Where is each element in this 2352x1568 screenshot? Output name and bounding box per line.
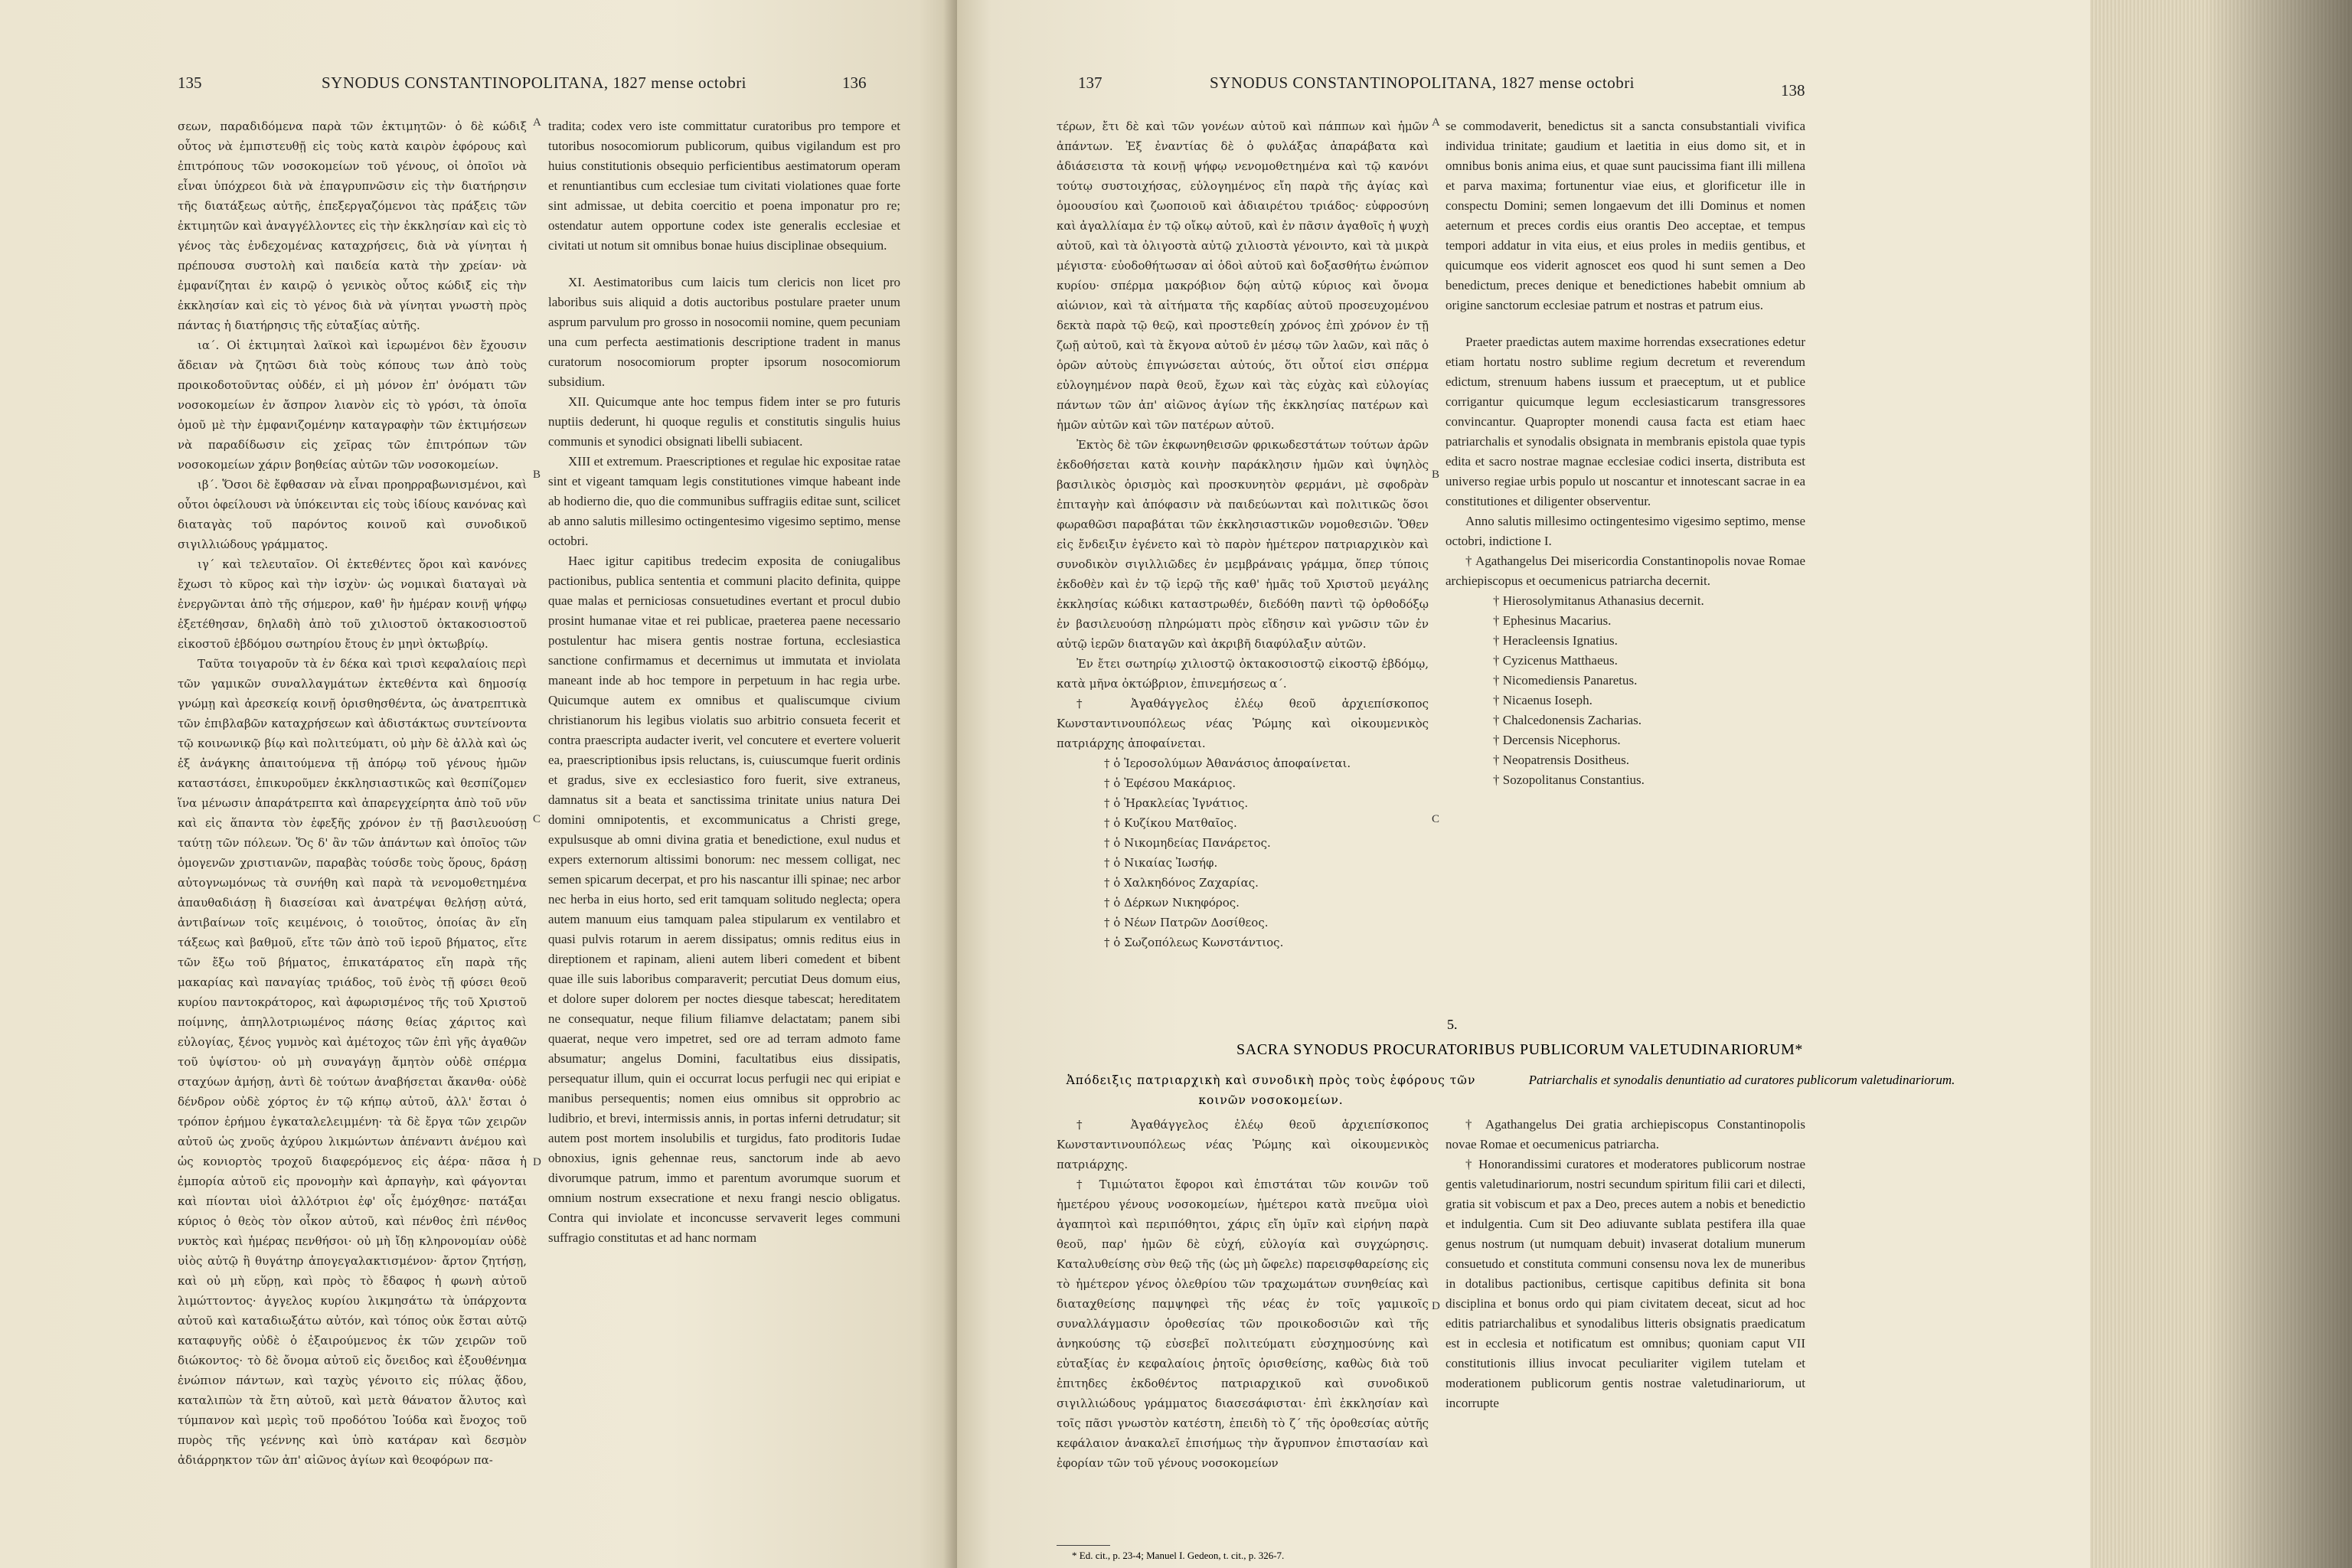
- page-number: 137: [1078, 74, 1102, 92]
- footnote: * Ed. cit., p. 23-4; Manuel I. Gedeon, t. cit., p. 326-7.: [1072, 1550, 1285, 1561]
- greek-signature: † Ἀγαθάγγελος ἐλέῳ θεοῦ ἀρχιεπίσκοπος Κωνσταντινουπόλεως νέας Ῥώμης καὶ οἰκουμενικὸς πατριάρχης ἀποφαίνεται.: [1057, 697, 1429, 750]
- page-number: 135: [178, 74, 202, 92]
- edge-shadow: [2205, 0, 2352, 1568]
- greek-signature: † ὁ Ἐφέσου Μακάριος.: [1104, 776, 1236, 790]
- margin-letter: C: [533, 813, 541, 825]
- latin-signature: † Heracleensis Ignatius.: [1493, 633, 1618, 648]
- margin-letter: A: [1432, 116, 1440, 129]
- greek-paragraph: τέρων, ἔτι δὲ καὶ τῶν γονέων αὐτοῦ καὶ πάππων καὶ ἡμῶν ἁπάντων. Ἐξ ἐναντίας δὲ ὁ φυλάξας ἀπαράβατα καὶ ἀδιάσειστα τὰ κοινῇ ψήφῳ νενομοθετημένα καὶ τῷ κανόνι τούτῳ συστοιχήσας, εὐλογημένος εἴη παρὰ τῆς ἁγίας καὶ ὁμοουσίου καὶ ζωοποιοῦ καὶ ἀδιαιρέτου τριάδος· εὐφροσύνη καὶ ἀγαλλίαμα ἐν τῷ οἴκῳ αὐτοῦ, καὶ ἐν πᾶσιν ἀγαθοῖς ἡ ψυχὴ αὐτοῦ, καὶ τὰ ὀλιγοστὰ αὐτῷ χιλιοστὰ γένοιντο, καὶ τὰ μικρὰ μέγιστα· εὐοδοθήτωσαν αἱ ὁδοὶ αὐτοῦ καὶ δοξασθήτω ἐνώπιον κυρίου· σπέρμα μακρόβιον δῴη αὐτῷ κύριος καὶ ὄνομα αἰώνιον, καὶ τὰ αἰτήματα τῆς καρδίας αὐτοῦ προσευχομένου δεκτὰ παρὰ τῷ θεῷ, καὶ προστεθείη χρόνος ἐπὶ χρόνον ἐν τῇ ζωῇ αὐτοῦ, καὶ τὰ ἔκγονα αὐτοῦ ἐν μέσῳ τῶν λαῶν, καὶ πᾶς ὁ ὁρῶν αὐτοὺς ἐπιγνώσεται αὐτούς, ὅτι οὗτοί εἰσι σπέρμα εὐλογημένον παρὰ θεοῦ, ἔχων καὶ τὰς εὐχὰς καὶ εὐλογίας πάντων τῶν ἀπ' αἰῶνος ἁγίων τῆς ἐκκλησίας πατέρων καὶ ἡμῶν αὐτῶν καὶ τῶν πατέρων αὐτοῦ.: [1057, 119, 1429, 432]
- margin-letter: C: [1432, 813, 1440, 825]
- latin-paragraph: Praeter praedictas autem maxime horrendas exsecrationes edetur etiam hortatu nostro sublime regium decretum et reverendum edictum, strenuum habens iussum et praeceptum, ut et publice corrigantur quicumque legum ecclesiasticarum transgressores convincantur. Quapropter monendi causa facta est etiam haec patriarchalis et synodalis obsignata in membranis epistola quae typis edita et sacro nostrae magnae ecclesiae codici inserta, distributa est universo regiae urbis populo ut noscantur et innotescant sacrae in ea constitutiones et diligenter observentur.: [1446, 335, 1805, 508]
- margin-letter: B: [1432, 469, 1440, 481]
- greek-signature: † ὁ Νικομηδείας Πανάρετος.: [1104, 836, 1271, 850]
- latin-paragraph: tradita; codex vero iste committatur curatoribus pro tempore et tutoribus nosocomiorum publicorum, quibus vigilandum est pro huius constitutionis obsequio perficientibus aestimatorum operam et renuntiantibus cum ecclesiae tum civitati violationes quae forte sint admissae, ut debita coercitio et poena imponatur pro re; ostendatur autem opportune codex iste generalis ecclesiae et civitati ut notum sit omnibus bonae huius disciplinae obsequium.: [548, 119, 900, 253]
- greek-text-column: [178, 116, 527, 1470]
- running-head: SYNODUS CONSTANTINOPOLITANA, 1827 mense octobri: [322, 74, 747, 92]
- latin-subtitle: Patriarchalis et synodalis denuntiatio ad curatores publicorum valetudinariorum.: [1528, 1073, 1955, 1087]
- latin-text-column: [1446, 116, 1805, 790]
- greek-paragraph: † Τιμιώτατοι ἔφοροι καὶ ἐπιστάται τῶν κοινῶν τοῦ ἡμετέρου γένους νοσοκομείων, ἡμέτεροι κατὰ πνεῦμα υἱοὶ ἀγαπητοὶ καὶ περιπόθητοι, χάρις εἴη ὑμῖν καὶ εἰρήνη παρὰ θεοῦ, παρ' ἡμῶν δὲ εὐχή, εὐλογία καὶ συγχώρησις. Καταλυθείσης σὺν θεῷ τῆς (ὡς μὴ ὤφελε) παρεισφθαρείσης εἰς τὸ ἡμέτερον γένος ὀλεθρίου τῶν τραχωμάτων συνηθείας καὶ διαταχθείσης παμψηφεὶ τῆς νέας ἐν τοῖς γαμικοῖς συναλλάγμασιν ὁροθεσίας τῶν προικοδοσιῶν καὶ τῆς ἀνηκούσης τῷ εὐσεβεῖ πολιτεύματι εὐσχημοσύνης καὶ εὐταξίας ἐν κεφαλαίοις ῥητοῖς ὁρισθείσης, καθὼς διὰ τοῦ ἐπιτηδες ἐκδοθέντος πατριαρχικοῦ καὶ συνοδικοῦ σιγιλλιώδους γράμματος διασεσάφισται· ἐπὶ ἐκκλησίαν καὶ τοῖς πᾶσι γνωστὸν κατέστη, ἐπειδὴ τὸ ζ΄ τῆς ὁροθεσίας αὐτῆς κεφάλαιον ἀνακαλεῖ ἐπισήμως τὴν ἄγρυπνον ἐπιστασίαν καὶ ἐφορίαν τῶν τοῦ γένους νοσοκομείων: [1057, 1178, 1429, 1470]
- latin-signature: † Nicaenus Ioseph.: [1493, 693, 1592, 707]
- margin-letter: D: [1432, 1300, 1440, 1312]
- greek-paragraph: Ἐν ἔτει σωτηρίῳ χιλιοστῷ ὀκτακοσιοστῷ εἰκοστῷ ἑβδόμῳ, κατὰ μῆνα ὀκτώβριον, ἐπινεμήσεως α΄.: [1057, 657, 1429, 691]
- greek-paragraph: ιβ΄. Ὅσοι δὲ ἔφθασαν νὰ εἶναι προηρραβωνισμένοι, καὶ οὗτοι ὀφείλουσι νὰ ὑπόκεινται εἰς τοὺς ἰδίους κανόνας καὶ διαταγὰς τοῦ παρόντος κοινοῦ καὶ συνοδικοῦ σιγιλλιώδους γράμματος.: [178, 478, 527, 551]
- latin-paragraph: XI. Aestimatoribus cum laicis tum clericis non licet pro laboribus suis aliquid a dotis auctoribus postulare praeter unum asprum parvulum pro grosso in nosocomii nomine, quem pecuniam una cum perfecta aestimationis descriptione tradent in manus curatorum nosocomiorum propter ipsorum nosocomiorum subsidium.: [548, 275, 900, 389]
- latin-signature: † Agathangelus Dei misericordia Constantinopolis novae Romae archiepiscopus et oecumenicus patriarcha decernit.: [1446, 554, 1805, 588]
- latin-signature: † Neopatrensis Dositheus.: [1493, 753, 1630, 767]
- latin-paragraph: Haec igitur capitibus tredecim exposita de coniugalibus pactionibus, publica sententia et communi placito definita, quippe quae malas et perniciosas consuetudines evertant et procul dubio prosint humanae vitae et rei publicae, praeterea paene necessario postulentur hac misera gentis nostrae fortuna, ecclesiastica sanctione confirmamus et decernimus ut immutata et inviolata maneant inde ab hoc tempore in perpetuum in hac regia urbe. Quicumque autem ex omnibus et qualiscumque civium christianorum his legibus violatis suo arbitrio consueta fecerit et contra praescripta audacter iverit, vel concutere et evertere voluerit ea, praescriptionibus ipsis reluctans, is, cuiuscumque fuerit ordinis et gradus, sive ex ecclesiastico foro fuerit, sive extraneus, damnatus sit a beata et sanctissima trinitate unius natura Dei domini omnipotentis, et excommunicatus a Christi grege, expulsusque ab omni divina gratia et benedictione, exul nudus et expers externorum altissimi bonorum: nec messem colligat, nec semen spicarum decerpat, et pro his nascantur illi spinae; nec arbor nec herba in eius horto, sed erit tamquam solitudo neglecta; opera autem manuum eius tamquam palea stipularum ex ventilabro et quasi pulvis rotarum in aerem dissipatus; omnis reditus eius in direptionem et rapinam, alieni autem liberi comedent et bibent quae ille suis laboribus comparaverit; percutiat Deus domum eius, et dolore super dolorem per noctes diesque tabescat; hereditatem ne consequatur, neque filium filiamve delactatam; panem sibi quaerat, neque vero impetret, sed ore ad terram admoto fame absumatur; angelus Domini, facultatibus eius dissipatis, persequatur illum, quin ei occurrat locus perfugii nec qui eripiat e manibus persequentis; nomen eius omnibus sit opprobrio ac ludibrio, et brevi, intermissis annis, in portas inferni detrudatur; sit autem post mortem insolubilis et turgidus, fato proditoris Iudae obnoxius, ignis gehennae reus, sanctorum inde ab aevo divorumque patrum, immo et parentum avorumque suorum et omnium nostrum exsecratione et nexu frangi nescio obligatus. Contra qui inviolate et inconcusse servaverit leges communi suffragio constitutas et ad hanc normam: [548, 554, 900, 1245]
- greek-signature: † ὁ Νέων Πατρῶν Δοσίθεος.: [1104, 916, 1269, 929]
- greek-subtitle: Ἀπόδειξις πατριαρχικὴ καὶ συνοδικὴ πρὸς τοὺς ἐφόρους τῶν κοινῶν νοσοκομείων.: [1066, 1073, 1476, 1107]
- margin-letter: A: [533, 116, 541, 129]
- greek-paragraph: Ταῦτα τοιγαροῦν τὰ ἐν δέκα καὶ τρισὶ κεφαλαίοις περὶ τῶν γαμικῶν συναλλαγμάτων ἐκτεθέντα καὶ δημοσίᾳ γνώμῃ καὶ ἀρεσκείᾳ κοινῇ ὁρισθησθέντα, ὡς ἀνατρεπτικὰ τῶν ἐπιβλαβῶν καταχρήσεων καὶ ἀδιστάκτως συντείνοντα τῷ κοινωνικῷ βίῳ καὶ πολιτεύματι, οὐ μὴν δὲ ἀλλὰ καὶ ὡς ἐξ ἀνάγκης ἀπαιτούμενα τῇ ἀπόρῳ τοῦ γένους ἡμῶν καταστάσει, ἐπικυροῦμεν ἐκκλησιαστικῶς καὶ θεσπίζομεν ἵνα μένωσιν ἀπαράτρεπτα καὶ ἀπαρεγχείρητα ἀπὸ τοῦ νῦν καὶ εἰς ἅπαντα τὸν ἐφεξῆς χρόνον ἐν τῇ βασιλευούσῃ ταύτῃ τῶν πόλεων. Ὅς δ' ἂν τῶν ἁπάντων καὶ ὁποῖος τῶν ὁμογενῶν χριστιανῶν, παραβὰς τούσδε τοὺς ὅρους, δράσῃ αὐτογνωμόνως τὰ συνήθη καὶ παρὰ τὰ νενομοθετημένα ἀπαυθαδιάσῃ ἢ διασείσαι καὶ ἀνατρέψαι θελήσῃ αὐτά, ἀντιβαίνων τοῖς κειμένοις, ὁ τοιοῦτος, ὁποίας ἂν εἴη τάξεως καὶ βαθμοῦ, εἴτε τῶν ἀπὸ τοῦ ἱεροῦ βήματος, εἴτε τῶν ἔξω τοῦ βήματος, ἐπικατάρατος εἴη παρὰ τῆς μακαρίας καὶ παναγίας τριάδος, τοῦ ἑνὸς τῇ φύσει θεοῦ κυρίου παντοκράτορος, καὶ ἀφωρισμένος τῆς τοῦ Χριστοῦ ποίμνης, ἀπηλλοτριωμένος πάσης θείας χάριτος καὶ εὐλογίας, ξένος γυμνὸς καὶ ἀμέτοχος τῶν ἐπὶ γῆς ἀγαθῶν τοῦ ὑψίστου· οὐ μὴ συναγάγῃ ἄμητὸν οὐδὲ σπέρμα σταχύων ἀμήσῃ, ἀντὶ δὲ τούτων ἀναβήσεται ἄκανθα· οὐδὲ δένδρον οὐδὲ χόρτος ἐν τῷ κήπῳ αὐτοῦ, ἀλλ' ἔσται ὁ τρόπον ἐρήμου ἐγκαταλελειμμένη· τὰ δὲ ἔργα τῶν χειρῶν αὐτοῦ ὡς χνοῦς ἀχύρου λικμώντων ἀπέναντι ἀνέμου καὶ ὡς κονιορτὸς τροχοῦ διαφερόμενος εἰς ἀέρα· πᾶσα ἡ ἐμπορία αὐτοῦ εἰς προνομὴν καὶ ἁρπαγὴν, καὶ φάγονται καὶ πίονται υἱοὶ ἀλλότριοι ἐφ' οἷς ἐμόχθησε· πατάξαι κύριος ὁ θεὸς τὸν οἶκον αὐτοῦ, καὶ πένθος ἐπὶ πένθος νυκτὸς καὶ ἡμέρας πενθήσοι· οὐ μὴ ἴδῃ κληρονομίαν οὐδὲ υἱὸς αὐτῷ ἢ θυγάτηρ ἀπογεγαλακτισμένον· ἄρτον ζητήσῃ, καὶ οὐ μὴ εὕρῃ, καὶ πρὸς τὸ ἔδαφος ἡ φωνὴ αὐτοῦ λιμώττοντος· ἀγγελος κυρίου λικμησάτω τὰ ὑπάρχοντα αὐτοῦ καὶ καταδιωξάτω αὐτόν, καὶ τόπος οὐκ ἔσται αὐτῷ καταφυγῆς οὐδὲ ὁ ἐξαιρούμενος ἐκ τῶν χειρῶν τοῦ διώκοντος· τὸ δὲ ὄνομα αὐτοῦ εἰς ὄνειδος καὶ ἐξουθένημα ἐνώπιον πάντων, καὶ ταχὺς γένοιτο εἰς πύλας ᾅδου, καταλιπὼν τὰ ἔτη αὐτοῦ, καὶ μετὰ θάνατον ἄλυτος καὶ τύμπανον καὶ μερὶς τοῦ προδότου Ἰούδα καὶ ἔνοχος τοῦ πυρὸς τῆς γεέννης καὶ ὑπὸ κατάραν καὶ δεσμὸν ἀδιάρρηκτον τῶν ἀπ' αἰῶνος ἁγίων καὶ θεοφόρων πα-: [178, 657, 527, 1467]
- latin-text-column: [1446, 1115, 1805, 1413]
- greek-signature: † ὁ Ἡρακλείας Ἰγνάτιος.: [1104, 796, 1249, 810]
- latin-signature: † Nicomediensis Panaretus.: [1493, 673, 1638, 688]
- latin-signature: † Sozopolitanus Constantius.: [1493, 773, 1645, 787]
- page-number: 136: [842, 74, 867, 92]
- greek-signature: † ὁ Ἱεροσολύμων Ἀθανάσιος ἀποφαίνεται.: [1104, 756, 1351, 770]
- greek-paragraph: † Ἀγαθάγγελος ἐλέῳ θεοῦ ἀρχιεπίσκοπος Κωνσταντινουπόλεως νέας Ῥώμης καὶ οἰκουμενικὸς πατριάρχης.: [1057, 1118, 1429, 1171]
- latin-signature: † Hierosolymitanus Athanasius decernit.: [1493, 593, 1704, 608]
- greek-paragraph: ια΄. Οἱ ἐκτιμηταὶ λαϊκοὶ καὶ ἱερωμένοι δὲν ἔχουσιν ἄδειαν νὰ ζητῶσι διὰ τοὺς κόπους των ἀπὸ τοὺς προικοδοτοῦντας οὐδέν, εἰ μὴ μόνον ἐπ' ὀνόματι τῶν νοσοκομείων ἐν ἄσπρον λιανὸν εἰς τὸ γρόσι, τὰ ὁποῖα ὁμοῦ μὲ τὴν ἐμφανιζομένην καταγραφὴν τῶν ἐκτιμήσεων νὰ παραδίδωσιν εἰς χεῖρας τῶν ἐπιτρόπων τῶν νοσοκομείων χάριν βοηθείας αὐτῶν τῶν νοσοκομείων.: [178, 338, 527, 472]
- greek-signature: † ὁ Δέρκων Νικηφόρος.: [1104, 896, 1240, 910]
- latin-signature: † Dercensis Nicephorus.: [1493, 733, 1621, 747]
- greek-signature: † ὁ Νικαίας Ἰωσήφ.: [1104, 856, 1218, 870]
- greek-signature: † ὁ Σωζοπόλεως Κωνστάντιος.: [1104, 936, 1284, 949]
- footnote-rule: [1057, 1545, 1110, 1546]
- document-number: 5.: [1447, 1017, 1458, 1032]
- margin-letter: B: [533, 469, 541, 481]
- latin-signature: † Cyzicenus Matthaeus.: [1493, 653, 1618, 668]
- greek-text-column: [1057, 116, 1429, 952]
- greek-paragraph: Ἐκτὸς δὲ τῶν ἐκφωνηθεισῶν φρικωδεστάτων τούτων ἀρῶν ἐκδοθήσεται κατὰ κοινὴν παράκλησιν ἡμῶν καὶ ὑψηλὸς βασιλικὸς ὁρισμὸς καὶ προσκυνητὸν φερμάνι, μὲ σφοδρὰν ἐπιταγὴν καὶ ἀπόφασιν νὰ παιδεύωνται καὶ πολιτικῶς ὅσοι φωραθῶσι παραβάται τῶν ἐκκλησιαστικῶν νομοθεσιῶν. Ὅθεν εἰς ἔνδειξιν ἐγένετο καὶ τὸ παρὸν ἡμέτερον πατριαρχικὸν καὶ συνοδικὸν σιγιλλιῶδες ἐν μεμβράναις γράμμα, ὅπερ τύποις ἐκδοθὲν καὶ ἐν τῷ ἱερῷ τῆς καθ' ἡμᾶς τοῦ Χριστοῦ μεγάλης ἐκκλησίας κώδικι καταστρωθέν, διεδόθη παντὶ τῷ ὀρθοδόξῳ ἐν βασιλευούσῃ πληρώματι πρὸς εἴδησιν καὶ γνῶσιν τῶν ἐν αὐτῷ ἱερῶν διαταγῶν καὶ ἀκριβῆ διαφύλαξιν αὐτῶν.: [1057, 438, 1429, 651]
- page-number: 138: [1781, 81, 1805, 100]
- latin-signature: † Ephesinus Macarius.: [1493, 613, 1612, 628]
- latin-signature: † Chalcedonensis Zacharias.: [1493, 713, 1642, 727]
- margin-letter: D: [533, 1156, 541, 1168]
- left-page: [0, 0, 957, 1568]
- latin-paragraph: Anno salutis millesimo octingentesimo vigesimo septimo, mense octobri, indictione I.: [1446, 514, 1805, 548]
- latin-paragraph: XII. Quicumque ante hoc tempus fidem inter se pro futuris nuptiis dederunt, hi quoque regulis et constitutis singulis huius communis et synodici obsignati libelli subiacent.: [548, 394, 900, 449]
- greek-signature: † ὁ Κυζίκου Ματθαῖος.: [1104, 816, 1237, 830]
- latin-paragraph: XIII et extremum. Praescriptiones et regulae hic expositae ratae sint et vigeant tamquam legis constitutiones vimque habeant inde ab hodierno die, quo die communibus suffragiis editae sunt, scilicet ab anno salutis millesimo octingentesimo vigesimo septimo, mense octobri.: [548, 454, 900, 548]
- latin-paragraph: † Agathangelus Dei gratia archiepiscopus Constantinopolis novae Romae et oecumenicus patriarcha.: [1446, 1117, 1805, 1152]
- greek-paragraph: ιγ΄ καὶ τελευταῖον. Οἱ ἐκτεθέντες ὅροι καὶ κανόνες ἔχωσι τὸ κῦρος καὶ τὴν ἰσχὺν· ὡς νομικαὶ διαταγαὶ νὰ ἐνεργῶνται ἀπὸ τῆς σήμερον, καθ' ἣν ἡμέραν κοινῇ ψήφῳ ἐξετέθησαν, δηλαδὴ ἀπὸ τοῦ χιλιοστοῦ ὀκτακοσιοστοῦ εἰκοστοῦ ἑβδόμου σωτηρίου ἔτους ἐν μηνὶ ὀκτωβρίῳ.: [178, 557, 527, 651]
- latin-paragraph: se commodaverit, benedictus sit a sancta consubstantiali vivifica individua trinitate; gaudium et laetitia in eius domo sit, et in omnibus bonis anima eius, et quae sunt paucissima fiant illi millena et parva maxima; fortunentur viae eius, et glorificetur ille in conspectu Domini; semen longaevum det illi Dominus et nomen aeternum et preces cordis eius orantis Deo acceptae, et tempus tempori addatur in vita eius, et eius proles in mediis gentibus, et quicumque eos viderit agnoscet eos quod hi sunt semen a Deo benedictum, preces denique et benedictiones habebit omnium ab origine sanctorum ecclesiae patrum et nostras et patrum eius.: [1446, 119, 1805, 312]
- greek-paragraph: σεων, παραδιδόμενα παρὰ τῶν ἐκτιμητῶν· ὁ δὲ κώδιξ οὗτος νὰ ἐμπιστευθῇ εἰς τοὺς κατὰ καιρὸν ἐφόρους καὶ ἐπιτρόπους τῶν νοσοκομείων τοῦ γένους, οἱ ὁποῖοι νὰ εἶναι ὑπόχρεοι διὰ νὰ ἐπαγρυπνῶσιν εἰς τὴν διατήρησιν τῆς διατάξεως αὐτῆς, ἐπεξεργαζόμενοι τὰς πράξεις τῶν ἐκτιμητῶν καὶ ἀναγγέλλοντες εἰς τὴν ἐκκλησίαν καὶ εἰς τὸ γένος τὰς ἐνδεχομένας καταχρήσεις, διὰ νὰ γίνηται ἡ πρέπουσα συστολὴ καὶ παιδεία κατὰ τὴν χρείαν· νὰ ἐμφανίζηται ἐν καιρῷ ὁ γενικὸς οὗτος κώδιξ εἰς τὴν ἐκκλησίαν καὶ εἰς τὸ γένος διὰ νὰ γίνηται γνωστὴ πρὸς πάντας ἡ διατήρησις τῆς εὐταξίας αὐτῆς.: [178, 119, 527, 332]
- latin-text-column: [548, 116, 900, 1248]
- greek-text-column: [1057, 1115, 1429, 1473]
- running-head: SYNODUS CONSTANTINOPOLITANA, 1827 mense octobri: [1210, 74, 1635, 92]
- latin-paragraph: † Honorandissimi curatores et moderatores publicorum nostrae gentis valetudinariorum, nostri secundum spiritum filii cari et dilecti, gratia sit vobiscum et pax a Deo, preces autem a nobis et benedictio et indulgentia. Cum sit Deo adiuvante sublata pestifera illa quae genus nostrum (ut numquam debuit) invaserat dotalium munerum consuetudo et constituta communi consensu nova lex de muneribus in dotalibus pactionibus, certisque capitibus definita sit bona disciplina et bonus ordo qui piam civitatem deceat, sicut ad hoc editis patriarchalibus et synodalibus litteris obsignatis praedicatum est in ecclesia et notificatum est omnibus; quoniam caput VII constitutionis illius invocat peculiariter vigilem tutelam et moderationem publicorum gentis nostrae valetudinariorum, ut incorrupte: [1446, 1157, 1805, 1410]
- greek-signature: † ὁ Χαλκηδόνος Ζαχαρίας.: [1104, 876, 1259, 890]
- document-title: SACRA SYNODUS PROCURATORIBUS PUBLICORUM VALETUDINARIORUM*: [1236, 1041, 1803, 1058]
